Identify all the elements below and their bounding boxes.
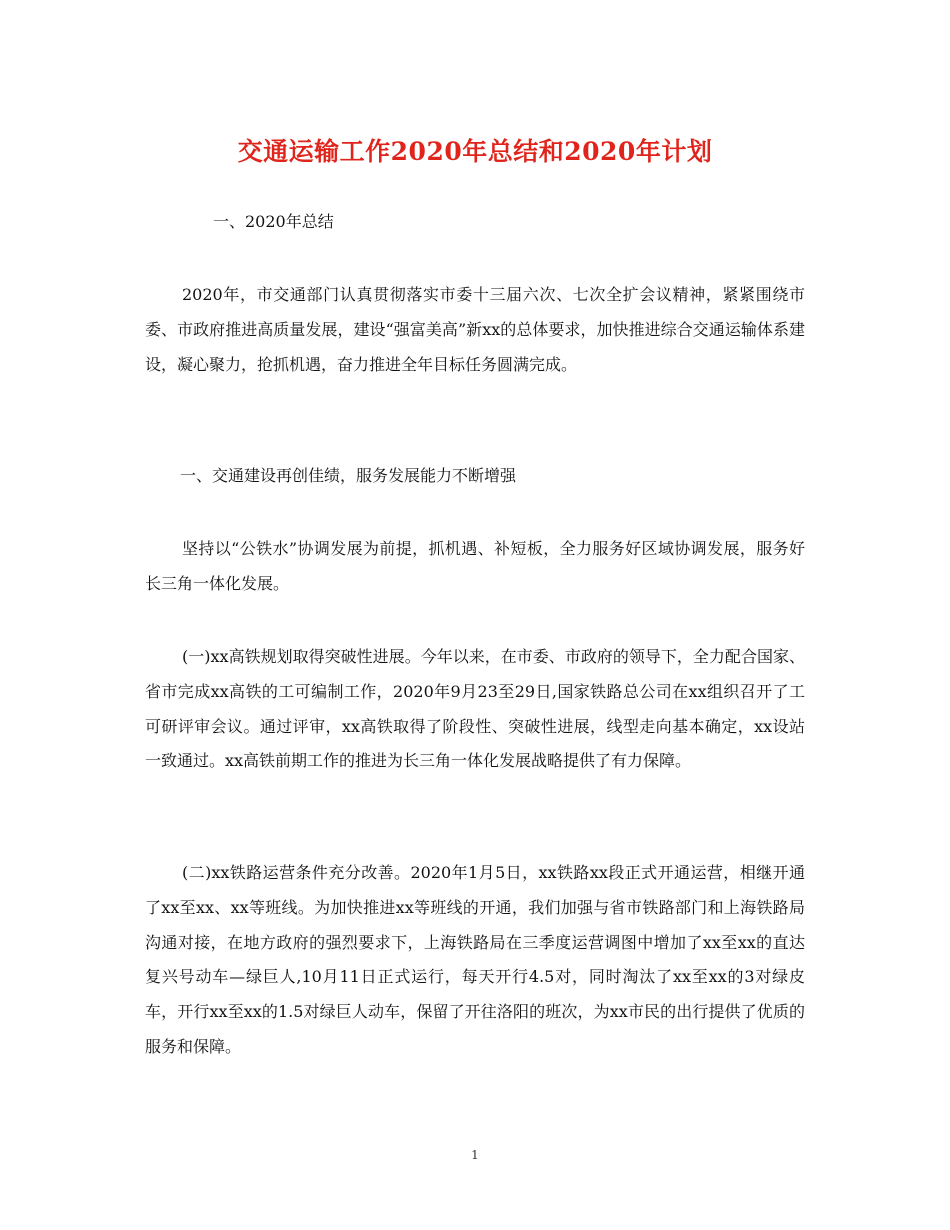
intro-paragraph: 2020年，市交通部门认真贯彻落实市委十三届六次、七次全扩会议精神，紧紧围绕市委、市政府推进高质量发展，建设“强富美高”新xx的总体要求，加快推进综合交通运输体系建设，凝心聚力，抢抓机遇，奋力推进全年目标任务圆满完成。 <box>145 285 805 374</box>
document-title: 交通运输工作2020年总结和2020年计划 <box>237 137 713 166</box>
page-number: 1 <box>471 1148 479 1162</box>
paragraph-railway-operation: (二)xx铁路运营条件充分改善。2020年1月5日，xx铁路xx段正式开通运营，相继开通了xx至xx、xx等班线。为加快推进xx等班线的开通，我们加强与省市铁路部门和上海铁路局沟通对接，在地方政府的强烈要求下，上海铁路局在三季度运营调图中增加了xx至xx的直达复兴号动车—绿巨人,10月11日正式运行，每天开行4.5对，同时淘汰了xx至xx的3对绿皮车，开行xx至xx的1.5对绿巨人动车，保留了开往洛阳的班次，为xx市民的出行提供了优质的服务和保障。 <box>145 863 805 1056</box>
paragraph-coordination: 坚持以“公铁水”协调发展为前提，抓机遇、补短板，全力服务好区域协调发展，服务好长三角一体化发展。 <box>145 539 805 593</box>
section-heading-summary: 一、2020年总结 <box>213 212 334 231</box>
paragraph-high-speed-rail: (一)xx高铁规划取得突破性进展。今年以来，在市委、市政府的领导下，全力配合国家、省市完成xx高铁的工可编制工作，2020年9月23至29日,国家铁路总公司在xx组织召开了工可研评审会议。通过评审，xx高铁取得了阶段性、突破性进展，线型走向基本确定，xx设站一致通过。xx高铁前期工作的推进为长三角一体化发展战略提供了有力保障。 <box>145 647 805 771</box>
sub-heading-construction: 一、交通建设再创佳绩，服务发展能力不断增强 <box>180 466 517 485</box>
